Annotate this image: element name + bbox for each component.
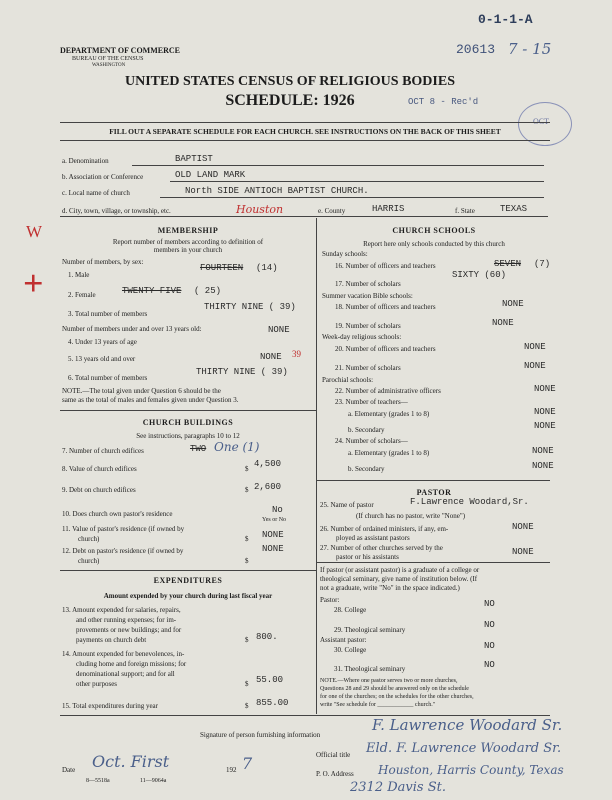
q16-struck: SEVEN xyxy=(494,259,522,269)
q23a-value: NONE xyxy=(534,407,556,417)
ref-date: 7 - 15 xyxy=(508,40,552,58)
q14-value: 55.00 xyxy=(256,675,284,685)
q2-label: 2. Female xyxy=(68,291,96,299)
denomination-value: BAPTIST xyxy=(175,154,213,164)
q9-value: 2,600 xyxy=(254,482,282,492)
membership-note-2: same as the total of males and females given under Question 3. xyxy=(62,396,239,404)
q15-value: 855.00 xyxy=(256,698,289,708)
church-name-label: c. Local name of church xyxy=(62,189,130,197)
q26-label-2: ployed as assistant pastors xyxy=(336,534,410,542)
q2-struck: TWENTY FIVE xyxy=(122,286,182,296)
stamp-text: OCT xyxy=(533,117,549,126)
grad-note-2: theological seminary, give name of institution below. (If xyxy=(320,575,478,583)
date-value: Oct. First xyxy=(92,752,170,771)
q29-value: NO xyxy=(484,620,495,630)
official-title-value: Eld. F. Lawrence Woodard Sr. xyxy=(366,741,562,756)
q25-value: F.Lawrence Woodard,Sr. xyxy=(410,497,529,507)
membership-sub2: members in your church xyxy=(153,246,223,254)
q21-value: NONE xyxy=(524,361,546,371)
q28-value: NO xyxy=(484,599,495,609)
q5-label: 5. 13 years old and over xyxy=(68,355,136,363)
instruction-banner: FILL OUT A SEPARATE SCHEDULE FOR EACH CHURCH. SEE INSTRUCTIONS ON THE BACK OF THIS SHEET xyxy=(60,122,550,141)
q31-value: NO xyxy=(484,660,495,670)
q25-label: 25. Name of pastor xyxy=(320,501,374,509)
q16-label: 16. Number of officers and teachers xyxy=(335,262,436,270)
q27-label-1: 27. Number of other churches served by the xyxy=(320,544,443,552)
q30-value: NO xyxy=(484,641,495,651)
form-number-2: 11—9064a xyxy=(140,778,167,784)
q8-label: 8. Value of church edifices xyxy=(62,465,137,473)
received-stamp: OCT 8 - Rec'd xyxy=(408,97,479,107)
q14-dollar: $ xyxy=(245,680,249,688)
q1-label: 1. Male xyxy=(68,271,90,279)
q17-label: 17. Number of scholars xyxy=(335,280,401,288)
q12-dollar: $ xyxy=(245,557,249,565)
q7-value: One (1) xyxy=(214,440,260,454)
q25-hint: (If church has no pastor, write "None") xyxy=(356,512,466,520)
pastor-note-2: Questions 28 and 29 should be answered only on the schedule xyxy=(320,686,469,692)
rule xyxy=(316,480,550,481)
q12-value: NONE xyxy=(262,544,284,554)
weekday-label: Week-day religious schools: xyxy=(322,333,402,341)
q4-label: 4. Under 13 years of age xyxy=(68,338,137,346)
rule xyxy=(316,562,550,563)
state-value: TEXAS xyxy=(500,204,528,214)
city-label: d. City, town, village, or township, etc. xyxy=(62,207,171,215)
summer-label: Summer vacation Bible schools: xyxy=(322,292,413,300)
q1-struck: FOURTEEN xyxy=(200,263,244,273)
pastor-note-1: NOTE.—Where one pastor serves two or more churches, xyxy=(320,678,458,684)
official-title-label: Official title xyxy=(316,751,351,759)
q6-value: THIRTY NINE ( 39) xyxy=(196,367,288,377)
buildings-title: CHURCH BUILDINGS xyxy=(142,418,234,427)
file-id: 0-1-1-A xyxy=(478,12,533,27)
department: DEPARTMENT OF COMMERCE xyxy=(60,46,181,55)
city-value: Houston xyxy=(236,203,284,216)
q8-dollar: $ xyxy=(245,465,249,473)
q14-label-1: 14. Amount expended for benevolences, in- xyxy=(62,650,185,658)
q8-value: 4,500 xyxy=(254,459,282,469)
q18-value: NONE xyxy=(502,299,524,309)
address-line-2: 2312 Davis St. xyxy=(350,780,446,795)
signature-value: F. Lawrence Woodard Sr. xyxy=(372,716,563,734)
q20-value: NONE xyxy=(524,342,546,352)
q24b-label: b. Secondary xyxy=(348,465,385,473)
q21-label: 21. Number of scholars xyxy=(335,364,401,372)
q11-value: NONE xyxy=(262,530,284,540)
margin-cross-mark: + xyxy=(23,263,44,303)
q16-value: (7) xyxy=(534,259,551,269)
membership-note-1: NOTE.—The total given under Question 6 should be the xyxy=(62,387,221,395)
pastor-sub-label: Pastor: xyxy=(320,596,340,604)
association-value: OLD LAND MARK xyxy=(175,170,246,180)
rule xyxy=(170,181,544,182)
county-label: e. County xyxy=(318,207,346,215)
q23b-label: b. Secondary xyxy=(348,426,385,434)
parochial-label: Parochial schools: xyxy=(322,376,374,384)
schedule-title: SCHEDULE: 1926 xyxy=(225,92,355,109)
q11-label-2: church) xyxy=(78,535,100,543)
address-label: P. O. Address xyxy=(316,770,354,778)
form-number: 8—5518a xyxy=(86,778,110,784)
q12-label-2: church) xyxy=(78,557,100,565)
q17-value: SIXTY (60) xyxy=(452,270,507,280)
pastor-note-4: write "See schedule for ____________ church." xyxy=(320,702,436,708)
q3-label: 3. Total number of members xyxy=(68,310,148,318)
q19-value: NONE xyxy=(492,318,514,328)
rule xyxy=(60,570,316,571)
q27-value: NONE xyxy=(512,547,534,557)
bureau: BUREAU OF THE CENSUS xyxy=(72,56,144,62)
margin-w-mark: W xyxy=(26,222,43,241)
rule xyxy=(132,165,544,166)
city: WASHINGTON xyxy=(92,63,126,68)
schools-sub: Report here only schools conducted by this church xyxy=(363,240,505,248)
sunday-label: Sunday schools: xyxy=(322,250,368,258)
q26-label-1: 26. Number of ordained ministers, if any, em- xyxy=(320,525,449,533)
association-label: b. Association or Conference xyxy=(62,173,144,181)
q13-label-4: payments on church debt xyxy=(76,636,147,644)
rule xyxy=(60,410,316,411)
q13-value: 800. xyxy=(256,632,278,642)
date-label: Date xyxy=(62,766,76,774)
by-sex-label: Number of members, by sex: xyxy=(62,258,144,266)
buildings-sub: See instructions, paragraphs 10 to 12 xyxy=(136,432,240,440)
q14-label-4: other purposes xyxy=(76,680,118,688)
q4-value: NONE xyxy=(268,325,290,335)
rule xyxy=(60,216,548,217)
q29-label: 29. Theological seminary xyxy=(334,626,406,634)
pastor-title: PASTOR xyxy=(416,488,452,497)
q19-label: 19. Number of scholars xyxy=(335,322,401,330)
state-label: f. State xyxy=(455,207,475,215)
q10-value: No xyxy=(272,505,283,515)
q14-label-3: denominational support; and for all xyxy=(76,670,175,678)
date-year: 192 xyxy=(226,766,237,774)
date-year-hand: 7 xyxy=(242,754,253,773)
denomination-label: a. Denomination xyxy=(62,157,109,165)
q5-value: NONE xyxy=(260,352,282,362)
q24-label: 24. Number of scholars— xyxy=(335,437,408,445)
q11-dollar: $ xyxy=(245,535,249,543)
q6-label: 6. Total number of members xyxy=(68,374,148,382)
rule xyxy=(160,197,544,198)
q9-label: 9. Debt on church edifices xyxy=(62,486,136,494)
page-title: UNITED STATES CENSUS OF RELIGIOUS BODIES xyxy=(124,74,455,89)
q11-label: 11. Value of pastor's residence (if owned by xyxy=(62,525,185,533)
q5-note: 39 xyxy=(292,349,301,359)
q7-struck: TWO xyxy=(190,444,207,454)
q22-label: 22. Number of administrative officers xyxy=(335,387,441,395)
q20-label: 20. Number of officers and teachers xyxy=(335,345,436,353)
q26-value: NONE xyxy=(512,522,534,532)
schools-title: CHURCH SCHOOLS xyxy=(392,226,476,235)
q27-label-2: pastor or his assistants xyxy=(336,553,399,561)
q24a-label: a. Elementary (grades 1 to 8) xyxy=(348,449,430,457)
grad-note-3: not a graduate, write "No" in the space indicated.) xyxy=(320,584,460,592)
q9-dollar: $ xyxy=(245,486,249,494)
membership-sub1: Report number of members according to definition of xyxy=(112,238,264,246)
q28-label: 28. College xyxy=(334,606,367,614)
q22-value: NONE xyxy=(534,384,556,394)
grad-note-1: If pastor (or assistant pastor) is a graduate of a college or xyxy=(320,566,480,574)
expenditures-sub: Amount expended by your church during last fiscal year xyxy=(103,592,273,600)
q1-value: (14) xyxy=(256,263,278,273)
membership-title: MEMBERSHIP xyxy=(157,226,219,235)
age-header: Number of members under and over 13 years old: xyxy=(62,325,202,333)
q23b-value: NONE xyxy=(534,421,556,431)
serial-number: 20613 xyxy=(456,42,496,57)
q15-label: 15. Total expenditures during year xyxy=(62,702,158,710)
q18-label: 18. Number of officers and teachers xyxy=(335,303,436,311)
q14-label-2: cluding home and foreign missions; for xyxy=(76,660,187,668)
q23a-label: a. Elementary (grades 1 to 8) xyxy=(348,410,430,418)
q13-label-1: 13. Amount expended for salaries, repairs, xyxy=(62,606,181,614)
q24b-value: NONE xyxy=(532,461,554,471)
q13-label-3: provements or new buildings; and for xyxy=(76,626,182,634)
pastor-note-3: for one of the churches; on the schedules for the other churches, xyxy=(320,694,474,700)
q30-label: 30. College xyxy=(334,646,367,654)
q13-label-2: and other running expenses; for im- xyxy=(76,616,177,624)
q2-value: ( 25) xyxy=(194,286,222,296)
q15-dollar: $ xyxy=(245,702,249,710)
expenditures-title: EXPENDITURES xyxy=(153,576,223,585)
q7-label: 7. Number of church edifices xyxy=(62,447,144,455)
q10-hint: Yes or No xyxy=(262,517,287,523)
q23-label: 23. Number of teachers— xyxy=(335,398,408,406)
q24a-value: NONE xyxy=(532,446,554,456)
column-divider xyxy=(316,218,317,714)
address-value: Houston, Harris County, Texas xyxy=(378,763,564,777)
q3-value: THIRTY NINE ( 39) xyxy=(204,302,296,312)
q31-label: 31. Theological seminary xyxy=(334,665,406,673)
signature-label: Signature of person furnishing information xyxy=(200,731,321,739)
q12-label: 12. Debt on pastor's residence (if owned by xyxy=(62,547,184,555)
church-name-value: North SIDE ANTIOCH BAPTIST CHURCH. xyxy=(185,186,369,196)
county-value: HARRIS xyxy=(372,204,405,214)
q10-label: 10. Does church own pastor's residence xyxy=(62,510,173,518)
assistant-sub-label: Assistant pastor: xyxy=(320,636,367,644)
q13-dollar: $ xyxy=(245,636,249,644)
